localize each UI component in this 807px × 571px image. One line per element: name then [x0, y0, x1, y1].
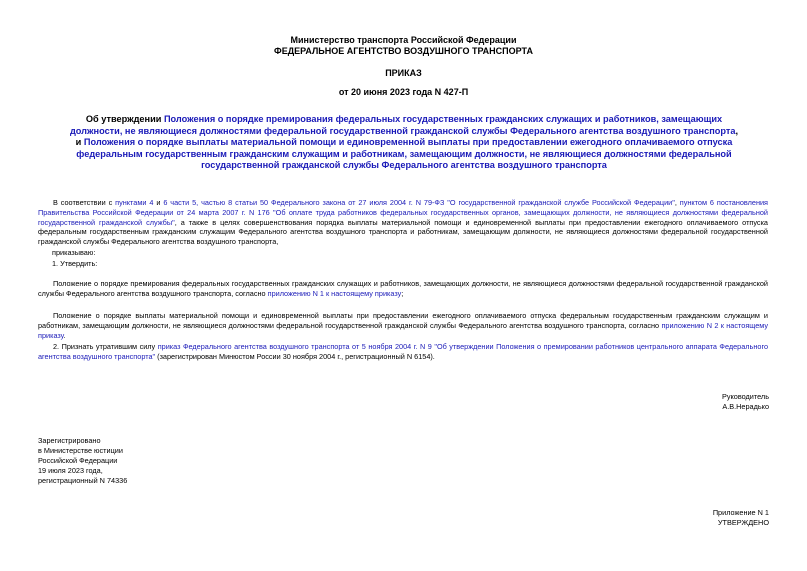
preamble-text-3: ,: [674, 198, 680, 207]
item-1-paragraph-1: [38, 279, 768, 299]
title-link-regulation-1[interactable]: Положения о порядке премирования федеральных государственных гражданских служащих и работников, замещающих должности, не являющиеся должностями федеральной государственной гражданской службы Федерального агентства воздушного транспорта: [69, 114, 736, 136]
title-prefix: Об утверждении: [85, 114, 164, 124]
registration-line-3: Российской Федерации: [38, 456, 118, 465]
para1-text: Положение о порядке премирования федеральных государственных гражданских служащих и работников, замещающих должности, не являющиеся должностями федеральной государственной гражданской службы Федерального агентства воздушного транспорта, согласно: [38, 279, 768, 298]
appendix-label: Приложение N 1: [712, 508, 769, 517]
registration-line-1: Зарегистрировано: [38, 436, 101, 445]
registration-line-2: в Министерстве юстиции: [38, 446, 123, 455]
document-title: [66, 114, 742, 172]
preamble-text-2: и: [153, 198, 164, 207]
signatory-position: Руководитель: [721, 392, 769, 401]
item2-text-1: 2. Признать утратившим силу: [53, 342, 158, 351]
item2-text-2: (зарегистрирован Минюстом России 30 ноября 2004 г., регистрационный N 6154).: [155, 351, 435, 361]
title-link-regulation-2[interactable]: Положения о порядке выплаты материальной помощи и единовременной выплаты при предоставлении ежегодного оплачиваемого отпуска федеральным государственным гражданским служащим и работникам, замещающим должности, не являющиеся должностями федеральной государственной гражданской службы Федерального агентства воздушного транспорта: [76, 137, 733, 170]
document-date-number: от 20 июня 2023 года N 427-П: [338, 87, 469, 97]
document-type: ПРИКАЗ: [385, 68, 422, 78]
preamble-link-government-decree[interactable]: пунктом 6 постановления Правительства Российской Федерации от 24 марта 2007 г. N 176 "Об оплате труда работников федеральных государственных органов, замещающих должности, не являющиеся должностями федеральной государственной гражданской службы": [38, 198, 769, 227]
preamble-text-4: , а также в целях совершенствования порядка выплаты материальной помощи и единовременной выплаты при предоставлении ежегодного оплачиваемого отпуска федеральным государственным гражданским служащим Федерального агентства воздушного транспорта и работникам, замещающим должности, не являющиеся должностями федеральной государственной гражданской службы Федерального агентства воздушного транспорта,: [38, 217, 768, 247]
preamble-paragraph: [38, 198, 768, 247]
title-middle: , и: [75, 125, 739, 147]
item-1-paragraph-2: [38, 311, 768, 340]
appendix-2-link[interactable]: приложению N 2 к настоящему приказу: [38, 320, 768, 340]
registration-date: 19 июля 2023 года,: [38, 466, 103, 475]
para2-text: Положение о порядке выплаты материальной помощи и единовременной выплаты при предоставлении ежегодного оплачиваемого отпуска федеральным государственным гражданским служащим и работникам, замещающим должности, не являющиеся должностями федеральной государственной гражданской службы Федерального агентства воздушного транспорта, согласно: [38, 311, 768, 330]
agency-name: ФЕДЕРАЛЬНОЕ АГЕНТСТВО ВОЗДУШНОГО ТРАНСПОРТА: [274, 46, 533, 56]
preamble-text-1: В соответствии с: [53, 198, 116, 207]
preamble-link-law-items[interactable]: пунктами 4: [115, 198, 154, 207]
ministry-name: Министерство транспорта Российской Федерации: [290, 35, 517, 45]
approved-stamp: УТВЕРЖДЕНО: [717, 518, 769, 527]
para1-end: ;: [401, 288, 404, 298]
para2-end: .: [63, 330, 66, 340]
order-word: приказываю:: [52, 248, 96, 257]
preamble-link-federal-law[interactable]: 6 части 5, частью 8 статьи 50 Федерального закона от 27 июля 2004 г. N 79-ФЗ "О государственной гражданской службе Российской Федерации": [163, 198, 675, 207]
appendix-1-link[interactable]: приложению N 1 к настоящему приказу: [267, 288, 402, 298]
repealed-order-link[interactable]: приказ Федерального агентства воздушного транспорта от 5 ноября 2004 г. N 9 "Об утверждении Положения о премировании работников центрального аппарата Федерального агентства воздушного транспорта": [38, 342, 769, 361]
signatory-name: А.В.Нерадько: [722, 402, 769, 411]
item-1-heading: 1. Утвердить:: [52, 259, 98, 268]
item-2-paragraph: [38, 342, 768, 362]
registration-number: регистрационный N 74336: [38, 476, 128, 485]
